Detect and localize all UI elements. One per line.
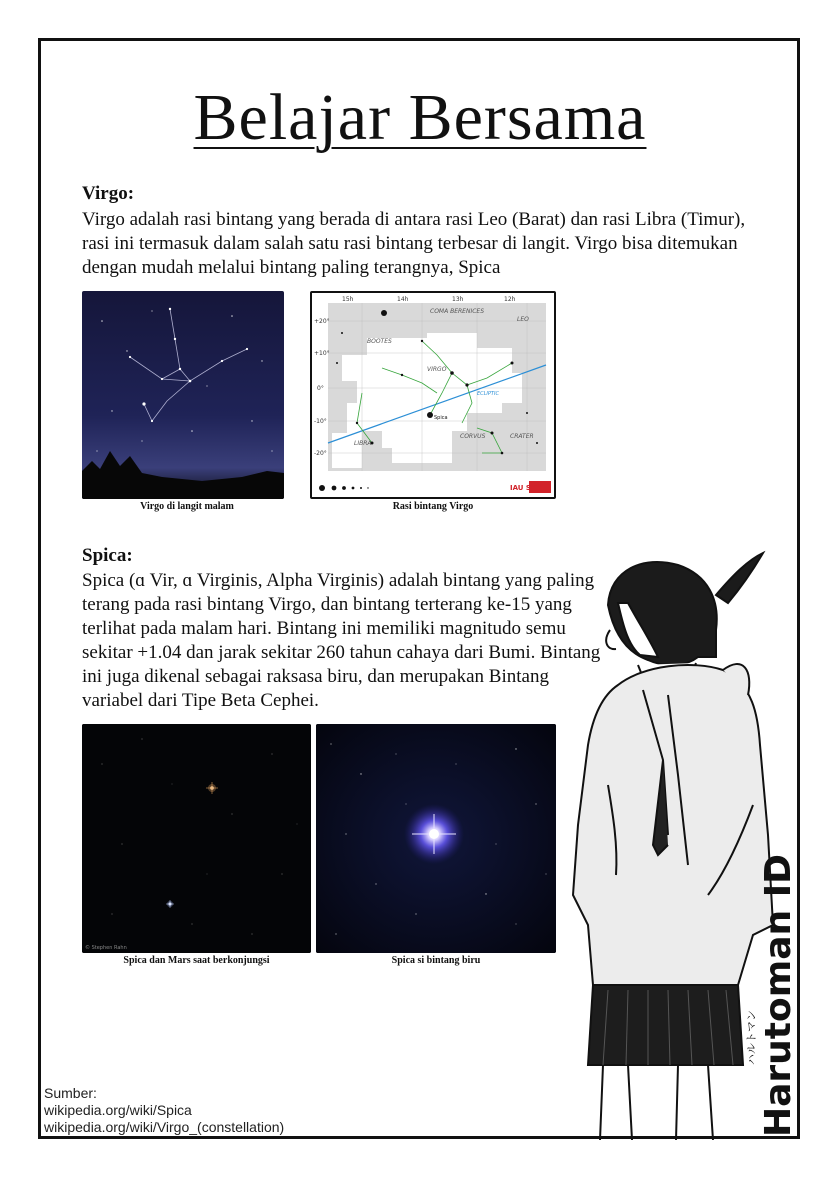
virgo-constellation-chart — [310, 291, 556, 499]
spica-mars-image — [82, 724, 311, 953]
chart-dec-0: 0° — [317, 385, 324, 392]
chart-ra-15: 15h — [342, 296, 354, 303]
chart-ra-12: 12h — [504, 296, 516, 303]
chart-ra-14: 14h — [397, 296, 409, 303]
photo-credit: © Stephen Rahn — [85, 945, 127, 951]
chart-label-spica: Spica — [434, 415, 448, 421]
chart-dec-p10: +10° — [314, 350, 330, 357]
spica-heading: Spica: — [82, 545, 133, 566]
chart-dec-p20: +20° — [314, 318, 330, 325]
spica-blue-star-image — [316, 724, 556, 953]
source-link-spica[interactable]: wikipedia.org/wiki/Spica — [44, 1102, 192, 1118]
chart-label-corvus: CORVUS — [460, 433, 486, 440]
spica-paragraph: Spica (ɑ Vir, ɑ Virginis, Alpha Virginis) adalah bintang yang paling terang pada rasi bintang Virgo, dan bintang terterang ke-15 yang terlihat pada malam hari. Bintang ini memiliki magnitudo semu sekitar +1.04 dan jarak sekitar 260 tahun cahaya dari Bumi. Bintang ini juga dikenal sebagai raksasa biru, dan merupakan Bintang variabel dari Tipe Beta Cephei. — [82, 570, 601, 711]
source-link-virgo[interactable]: wikipedia.org/wiki/Virgo_(constellation) — [44, 1119, 285, 1135]
brand-katakana: ハルトマン — [745, 1010, 758, 1065]
spica-blue-star-caption: Spica si bintang biru — [391, 955, 481, 966]
sources-block — [44, 1085, 284, 1136]
virgo-heading: Virgo: — [82, 183, 135, 204]
iau-sky-logo: IAU SKY — [510, 484, 542, 492]
chart-label-ecliptic: ECLIPTIC — [477, 391, 499, 397]
page-title: Belajar Bersama — [193, 81, 647, 154]
brand-watermark — [735, 850, 807, 1140]
virgo-chart-caption: Rasi bintang Virgo — [392, 501, 474, 512]
virgo-night-sky-image — [82, 291, 284, 499]
chart-label-coma: COMA BERENICES — [430, 308, 485, 315]
chart-label-leo: LEO — [517, 316, 529, 323]
brand-name: Harutoman ID — [758, 854, 799, 1137]
virgo-paragraph: Virgo adalah rasi bintang yang berada di antara rasi Leo (Barat) dan rasi Libra (Timur), rasi ini termasuk dalam salah satu rasi bintang terbesar di langit. Virgo bisa ditemukan dengan mudah melalui bintang paling terangnya, Spica — [82, 209, 746, 278]
chart-label-bootes: BOOTES — [367, 338, 392, 345]
spica-mars-caption: Spica dan Mars saat berkonjungsi — [123, 955, 270, 966]
chart-dec-m20: -20° — [314, 450, 327, 457]
chart-label-libra: LIBRA — [354, 440, 372, 447]
chart-label-virgo: VIRGO — [427, 366, 447, 373]
sources-label: Sumber: — [44, 1085, 97, 1101]
chart-label-crater: CRATER — [510, 433, 534, 440]
chart-dec-m10: -10° — [314, 418, 327, 425]
chart-ra-13: 13h — [452, 296, 464, 303]
virgo-night-caption: Virgo di langit malam — [140, 501, 234, 512]
